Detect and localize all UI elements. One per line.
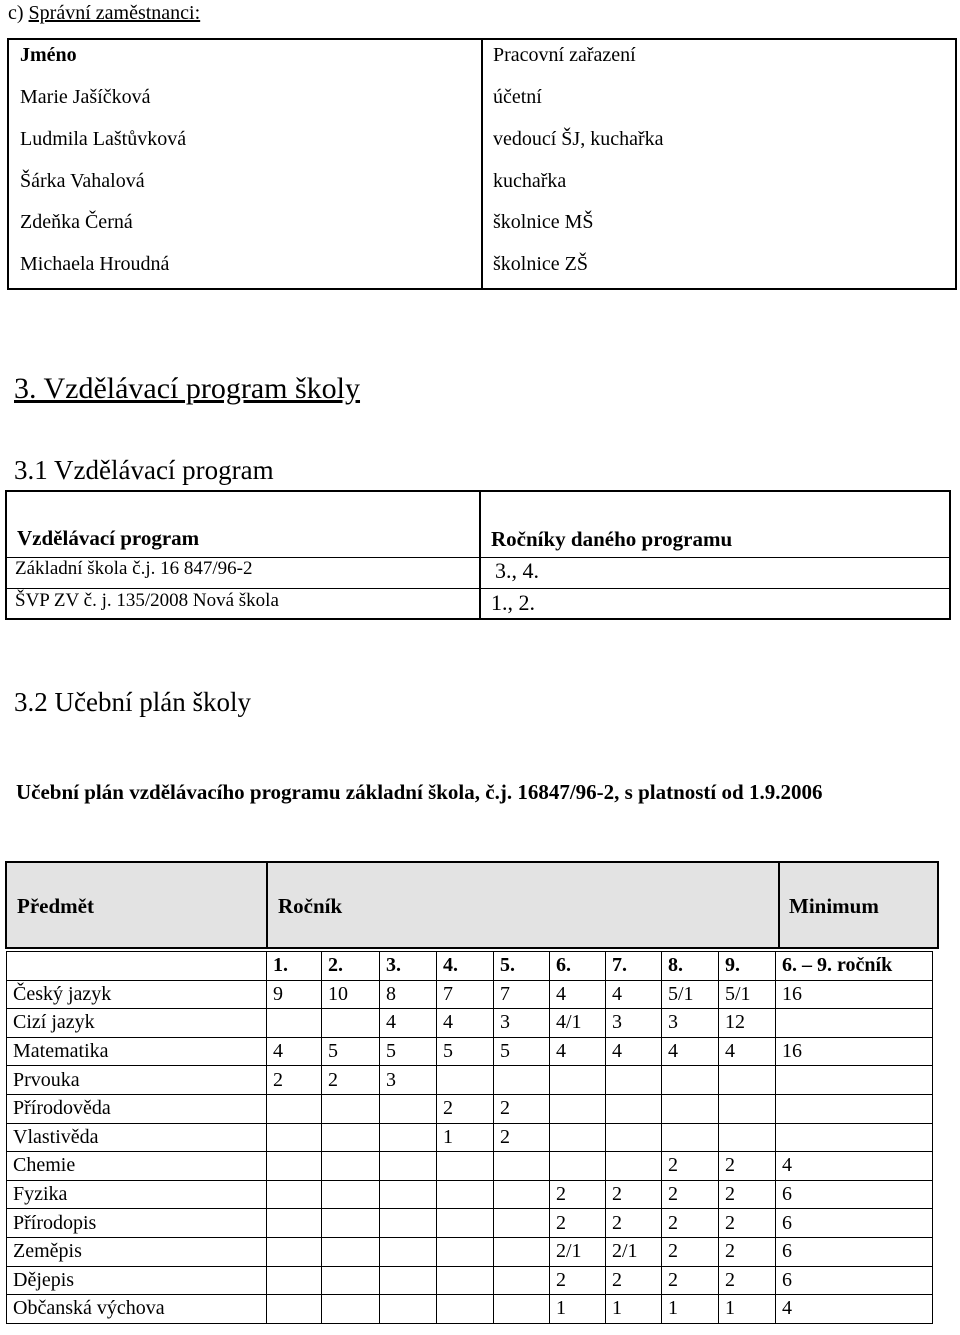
- hours-cell: 4/1: [550, 1009, 606, 1038]
- staff-position: účetní: [493, 86, 542, 108]
- hours-cell: 5: [437, 1037, 494, 1066]
- hours-cell: [550, 1152, 606, 1181]
- grade-label: 5.: [494, 952, 550, 981]
- hours-cell: [322, 1237, 380, 1266]
- hours-cell: [606, 1123, 662, 1152]
- grade-label: 1.: [267, 952, 322, 981]
- hours-cell: 5: [494, 1037, 550, 1066]
- hours-cell: [437, 1266, 494, 1295]
- subject-name: Zeměpis: [7, 1237, 267, 1266]
- section-c-heading: [8, 2, 200, 25]
- subject-name: Vlastivěda: [7, 1123, 267, 1152]
- hours-cell: 3: [494, 1009, 550, 1038]
- subject-row: [7, 1066, 933, 1095]
- hours-cell: [322, 1123, 380, 1152]
- hours-cell: [550, 1066, 606, 1095]
- hours-cell: 4: [380, 1009, 437, 1038]
- hours-cell: [437, 1066, 494, 1095]
- hours-cell: [267, 1094, 322, 1123]
- hours-cell: 3: [606, 1009, 662, 1038]
- subject-name: Český jazyk: [7, 980, 267, 1009]
- hours-cell: 6: [776, 1209, 933, 1238]
- subject-row: [7, 1295, 933, 1324]
- hours-cell: [776, 1094, 933, 1123]
- hours-cell: 3: [380, 1066, 437, 1095]
- hours-cell: 1: [606, 1295, 662, 1324]
- subject-name: Fyzika: [7, 1180, 267, 1209]
- hours-cell: 2: [662, 1266, 719, 1295]
- header-subject: Předmět: [17, 894, 94, 918]
- hours-cell: 2: [662, 1180, 719, 1209]
- hours-cell: 1: [550, 1295, 606, 1324]
- program-grades: 3., 4.: [495, 558, 539, 583]
- subject-row: [7, 1037, 933, 1066]
- hours-cell: 2: [662, 1209, 719, 1238]
- hours-cell: [267, 1152, 322, 1181]
- hours-cell: 12: [719, 1009, 776, 1038]
- hours-cell: [719, 1066, 776, 1095]
- hours-cell: 2: [662, 1237, 719, 1266]
- hours-cell: [494, 1066, 550, 1095]
- program-grades: 1., 2.: [491, 590, 535, 615]
- staff-table-divider: [481, 40, 483, 288]
- subject-row: [7, 1180, 933, 1209]
- hours-cell: 2: [719, 1266, 776, 1295]
- hours-cell: 2: [494, 1094, 550, 1123]
- hours-cell: [776, 1123, 933, 1152]
- hours-cell: [322, 1209, 380, 1238]
- hours-cell: 4: [662, 1037, 719, 1066]
- hours-cell: [267, 1237, 322, 1266]
- hours-cell: [437, 1295, 494, 1324]
- hours-cell: 2: [550, 1209, 606, 1238]
- hours-cell: 5: [380, 1037, 437, 1066]
- staff-name: Zdeňka Černá: [20, 211, 133, 233]
- hours-cell: 16: [776, 1037, 933, 1066]
- program-table-divider: [479, 492, 481, 618]
- subject-name: Cizí jazyk: [7, 1009, 267, 1038]
- hours-cell: [267, 1123, 322, 1152]
- hours-cell: 2: [437, 1094, 494, 1123]
- hours-cell: [267, 1295, 322, 1324]
- hours-cell: [662, 1123, 719, 1152]
- staff-name: Michaela Hroudná: [20, 253, 170, 275]
- hours-cell: [437, 1209, 494, 1238]
- hours-cell: 2: [662, 1152, 719, 1181]
- hours-cell: [550, 1094, 606, 1123]
- grade-row-label: [7, 952, 267, 981]
- hours-cell: [437, 1237, 494, 1266]
- hours-cell: 1: [662, 1295, 719, 1324]
- hours-cell: 2: [606, 1180, 662, 1209]
- subject-name: Matematika: [7, 1037, 267, 1066]
- hours-cell: 2: [550, 1266, 606, 1295]
- program-table-rule: [7, 588, 949, 589]
- program-name: ŠVP ZV č. j. 135/2008 Nová škola: [15, 590, 279, 611]
- header-minimum: Minimum: [789, 894, 879, 918]
- hours-cell: [606, 1066, 662, 1095]
- hours-cell: 7: [437, 980, 494, 1009]
- grade-label: 7.: [606, 952, 662, 981]
- staff-name: Ludmila Laštůvková: [20, 128, 187, 150]
- hours-cell: [322, 1152, 380, 1181]
- hours-cell: 4: [550, 980, 606, 1009]
- hours-cell: [494, 1180, 550, 1209]
- hours-cell: [719, 1094, 776, 1123]
- subject-name: Prvouka: [7, 1066, 267, 1095]
- section-3-2-title: 3.2 Učební plán školy: [14, 687, 251, 717]
- staff-position: školnice ZŠ: [493, 253, 588, 275]
- hours-cell: 9: [267, 980, 322, 1009]
- hours-cell: [322, 1094, 380, 1123]
- hours-cell: 2: [494, 1123, 550, 1152]
- hours-cell: 2/1: [606, 1237, 662, 1266]
- staff-name: Šárka Vahalová: [20, 170, 145, 192]
- hours-cell: 2: [606, 1209, 662, 1238]
- hours-cell: [380, 1209, 437, 1238]
- grade-label: 6.: [550, 952, 606, 981]
- hours-cell: 1: [719, 1295, 776, 1324]
- hours-cell: [606, 1094, 662, 1123]
- hours-cell: [267, 1180, 322, 1209]
- hours-cell: 2: [267, 1066, 322, 1095]
- hours-cell: [719, 1123, 776, 1152]
- hours-cell: [322, 1009, 380, 1038]
- hours-cell: [380, 1152, 437, 1181]
- hours-cell: 10: [322, 980, 380, 1009]
- hours-cell: 16: [776, 980, 933, 1009]
- grade-label: 9.: [719, 952, 776, 981]
- hours-cell: 1: [437, 1123, 494, 1152]
- hours-cell: 8: [380, 980, 437, 1009]
- hours-cell: 5/1: [719, 980, 776, 1009]
- hours-cell: 2: [322, 1066, 380, 1095]
- hours-cell: [662, 1066, 719, 1095]
- hours-cell: [322, 1266, 380, 1295]
- program-name: Základní škola č.j. 16 847/96-2: [15, 558, 253, 579]
- hours-cell: 4: [267, 1037, 322, 1066]
- staff-position: kuchařka: [493, 170, 567, 192]
- curriculum-header-divider: [778, 863, 780, 947]
- hours-cell: [494, 1266, 550, 1295]
- header-grade: Ročník: [278, 894, 343, 918]
- hours-cell: 6: [776, 1180, 933, 1209]
- hours-cell: [494, 1295, 550, 1324]
- staff-table: [7, 38, 957, 290]
- subject-row: [7, 1152, 933, 1181]
- hours-cell: 4: [437, 1009, 494, 1038]
- grade-label: 4.: [437, 952, 494, 981]
- hours-cell: [494, 1209, 550, 1238]
- hours-cell: 4: [776, 1152, 933, 1181]
- hours-cell: [380, 1295, 437, 1324]
- program-header-grades: Ročníky daného programu: [491, 527, 733, 551]
- hours-cell: [380, 1237, 437, 1266]
- hours-cell: 4: [550, 1037, 606, 1066]
- hours-cell: [322, 1295, 380, 1324]
- hours-cell: 2: [719, 1209, 776, 1238]
- hours-cell: 2: [719, 1152, 776, 1181]
- hours-cell: [267, 1009, 322, 1038]
- hours-cell: 4: [719, 1037, 776, 1066]
- hours-cell: 5: [322, 1037, 380, 1066]
- hours-cell: 2: [606, 1266, 662, 1295]
- hours-cell: [267, 1266, 322, 1295]
- hours-cell: 7: [494, 980, 550, 1009]
- subject-row: [7, 1009, 933, 1038]
- grade-label: 2.: [322, 952, 380, 981]
- subject-name: Chemie: [7, 1152, 267, 1181]
- subject-name: Přírodopis: [7, 1209, 267, 1238]
- curriculum-table: [6, 951, 933, 1324]
- hours-cell: 6: [776, 1237, 933, 1266]
- hours-cell: [380, 1123, 437, 1152]
- grade-label: 6. – 9. ročník: [776, 952, 933, 981]
- staff-position: vedoucí ŠJ, kuchařka: [493, 128, 664, 150]
- hours-cell: [494, 1237, 550, 1266]
- subject-row: [7, 1209, 933, 1238]
- hours-cell: 4: [776, 1295, 933, 1324]
- subject-row: [7, 1094, 933, 1123]
- hours-cell: 2: [719, 1180, 776, 1209]
- hours-cell: [776, 1066, 933, 1095]
- hours-cell: [437, 1152, 494, 1181]
- hours-cell: 3: [662, 1009, 719, 1038]
- hours-cell: 2: [719, 1237, 776, 1266]
- hours-cell: [380, 1094, 437, 1123]
- staff-position: školnice MŠ: [493, 211, 594, 233]
- hours-cell: [776, 1009, 933, 1038]
- hours-cell: [437, 1180, 494, 1209]
- subject-row: [7, 1123, 933, 1152]
- staff-header-position: Pracovní zařazení: [493, 44, 636, 66]
- subject-row: [7, 1237, 933, 1266]
- grade-label: 3.: [380, 952, 437, 981]
- hours-cell: [550, 1123, 606, 1152]
- program-header-name: Vzdělávací program: [17, 526, 200, 550]
- hours-cell: 2/1: [550, 1237, 606, 1266]
- hours-cell: 6: [776, 1266, 933, 1295]
- curriculum-header: [5, 861, 939, 949]
- hours-cell: [380, 1180, 437, 1209]
- section-c-title: Správní zaměstnanci:: [28, 2, 201, 24]
- section-3-title: 3. Vzdělávací program školy: [14, 372, 361, 405]
- staff-header-name: Jméno: [20, 44, 77, 66]
- hours-cell: [267, 1209, 322, 1238]
- section-c-prefix: c): [8, 2, 29, 24]
- hours-cell: [606, 1152, 662, 1181]
- grade-row: [7, 952, 933, 981]
- hours-cell: 4: [606, 980, 662, 1009]
- section-3-1-title: 3.1 Vzdělávací program: [14, 455, 274, 485]
- hours-cell: [494, 1152, 550, 1181]
- staff-name: Marie Jašíčková: [20, 86, 151, 108]
- curriculum-plan-title: Učební plán vzdělávacího programu základní škola, č.j. 16847/96-2, s platností od 1.9.2006: [16, 780, 823, 804]
- curriculum-header-divider: [266, 863, 268, 947]
- subject-name: Dějepis: [7, 1266, 267, 1295]
- grade-label: 8.: [662, 952, 719, 981]
- hours-cell: 5/1: [662, 980, 719, 1009]
- program-table: [5, 490, 951, 620]
- subject-row: [7, 1266, 933, 1295]
- hours-cell: 4: [606, 1037, 662, 1066]
- hours-cell: [380, 1266, 437, 1295]
- subject-name: Přírodověda: [7, 1094, 267, 1123]
- hours-cell: [662, 1094, 719, 1123]
- subject-name: Občanská výchova: [7, 1295, 267, 1324]
- hours-cell: [322, 1180, 380, 1209]
- hours-cell: 2: [550, 1180, 606, 1209]
- subject-row: [7, 980, 933, 1009]
